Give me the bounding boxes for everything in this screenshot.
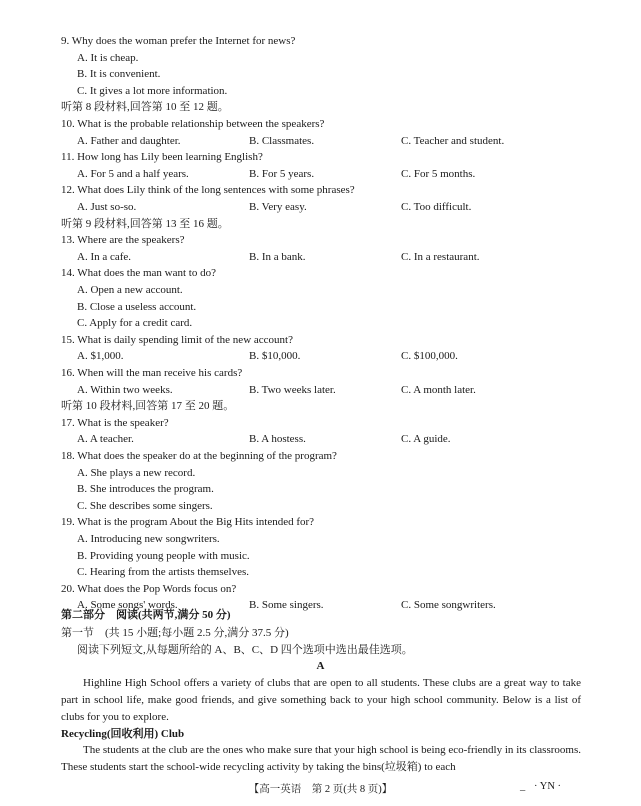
answer-option[interactable]: A. Within two weeks.: [77, 383, 173, 396]
answer-option[interactable]: C. Hearing from the artists themselves.: [77, 566, 249, 579]
question-stem: 15. What is daily spending limit of the new account?: [61, 333, 293, 346]
answer-option[interactable]: C. Too difficult.: [401, 201, 472, 213]
question-stem: 9. Why does the woman prefer the Internet for news?: [61, 35, 296, 47]
answer-option[interactable]: B. In a bank.: [249, 250, 306, 263]
passage-letter: A: [316, 660, 325, 672]
answer-option[interactable]: A. She plays a new record.: [77, 466, 196, 479]
answer-option[interactable]: B. Close a useless account.: [77, 300, 197, 313]
answer-option[interactable]: C. In a restaurant.: [401, 250, 480, 263]
answer-option[interactable]: B. Very easy.: [249, 201, 307, 213]
question-stem: 14. What does the man want to do?: [61, 267, 216, 280]
question-stem: 17. What is the speaker?: [61, 416, 169, 429]
question-stem: 13. Where are the speakers?: [61, 234, 185, 247]
answer-option[interactable]: C. $100,000.: [401, 350, 458, 363]
answer-option[interactable]: A. Just so-so.: [77, 201, 137, 213]
question-stem: 16. When will the man receive his cards?: [61, 367, 243, 379]
reading-instruction: 阅读下列短文,从每题所给的 A、B、C、D 四个选项中选出最佳选项。: [77, 644, 413, 656]
answer-option[interactable]: C. She describes some singers.: [77, 499, 213, 512]
answer-option[interactable]: C. A month later.: [401, 383, 476, 396]
answer-option[interactable]: A. A teacher.: [77, 433, 134, 446]
answer-option[interactable]: C. Teacher and student.: [401, 134, 505, 147]
question-stem: 10. What is the probable relationship between the speakers?: [61, 118, 325, 130]
page-footer: 【高一英语 第 2 页(共 8 页)】: [248, 784, 393, 795]
answer-option[interactable]: A. $1,000.: [77, 350, 124, 363]
answer-option[interactable]: A. Some songs' words.: [77, 599, 178, 612]
answer-option[interactable]: B. She introduces the program.: [77, 483, 214, 496]
answer-option[interactable]: A. It is cheap.: [77, 51, 139, 64]
footer-code: · YN ·: [534, 781, 562, 792]
answer-option[interactable]: C. It gives a lot more information.: [77, 84, 228, 97]
listening-instruction: 听第 8 段材料,回答第 10 至 12 题。: [61, 101, 229, 114]
answer-option[interactable]: C. Apply for a credit card.: [77, 317, 193, 330]
question-stem: 11. How long has Lily been learning English?: [61, 151, 263, 164]
answer-option[interactable]: B. For 5 years.: [249, 167, 315, 180]
answer-option[interactable]: B. Classmates.: [249, 134, 315, 147]
listening-instruction: 听第 10 段材料,回答第 17 至 20 题。: [61, 400, 235, 413]
answer-option[interactable]: C. A guide.: [401, 433, 451, 446]
answer-option[interactable]: B. Providing young people with music.: [77, 549, 250, 562]
club-heading: Recycling(回收利用) Club: [61, 728, 185, 740]
answer-option[interactable]: A. In a cafe.: [77, 250, 132, 263]
question-stem: 12. What does Lily think of the long sentences with some phrases?: [61, 184, 355, 197]
answer-option[interactable]: B. Two weeks later.: [249, 383, 336, 396]
part-heading: 第二部分 阅读(共两节,满分 50 分): [61, 609, 231, 621]
answer-option[interactable]: B. A hostess.: [249, 433, 306, 446]
question-stem: 18. What does the speaker do at the beginning of the program?: [61, 450, 337, 462]
question-stem: 19. What is the program About the Big Hits intended for?: [61, 516, 315, 529]
answer-option[interactable]: A. Father and daughter.: [77, 134, 181, 147]
footer-dash: _: [520, 781, 526, 792]
passage-paragraph: Highline High School offers a variety of clubs that are open to all students. These clubs are a great way to take part in school life, make good friends, and give something back to your high school community. Below is a list of clubs for you to explore.: [61, 677, 581, 723]
section-heading: 第一节 (共 15 小题;每小题 2.5 分,满分 37.5 分): [61, 627, 289, 639]
answer-option[interactable]: C. For 5 months.: [401, 167, 476, 180]
question-stem: 20. What does the Pop Words focus on?: [61, 582, 237, 595]
passage-paragraph: The students at the club are the ones who make sure that your high school is being eco-friendly in its classrooms. These students start the school-wide recycling activity by taking the bins(垃圾箱) to each: [61, 744, 581, 773]
answer-option[interactable]: B. $10,000.: [249, 350, 301, 363]
answer-option[interactable]: A. Open a new account.: [77, 284, 183, 296]
answer-option[interactable]: A. Introducing new songwriters.: [77, 533, 220, 545]
answer-option[interactable]: C. Some songwriters.: [401, 599, 496, 612]
answer-option[interactable]: B. Some singers.: [249, 599, 324, 612]
answer-option[interactable]: A. For 5 and a half years.: [77, 167, 189, 180]
answer-option[interactable]: B. It is convenient.: [77, 68, 161, 81]
listening-instruction: 听第 9 段材料,回答第 13 至 16 题。: [61, 217, 229, 230]
